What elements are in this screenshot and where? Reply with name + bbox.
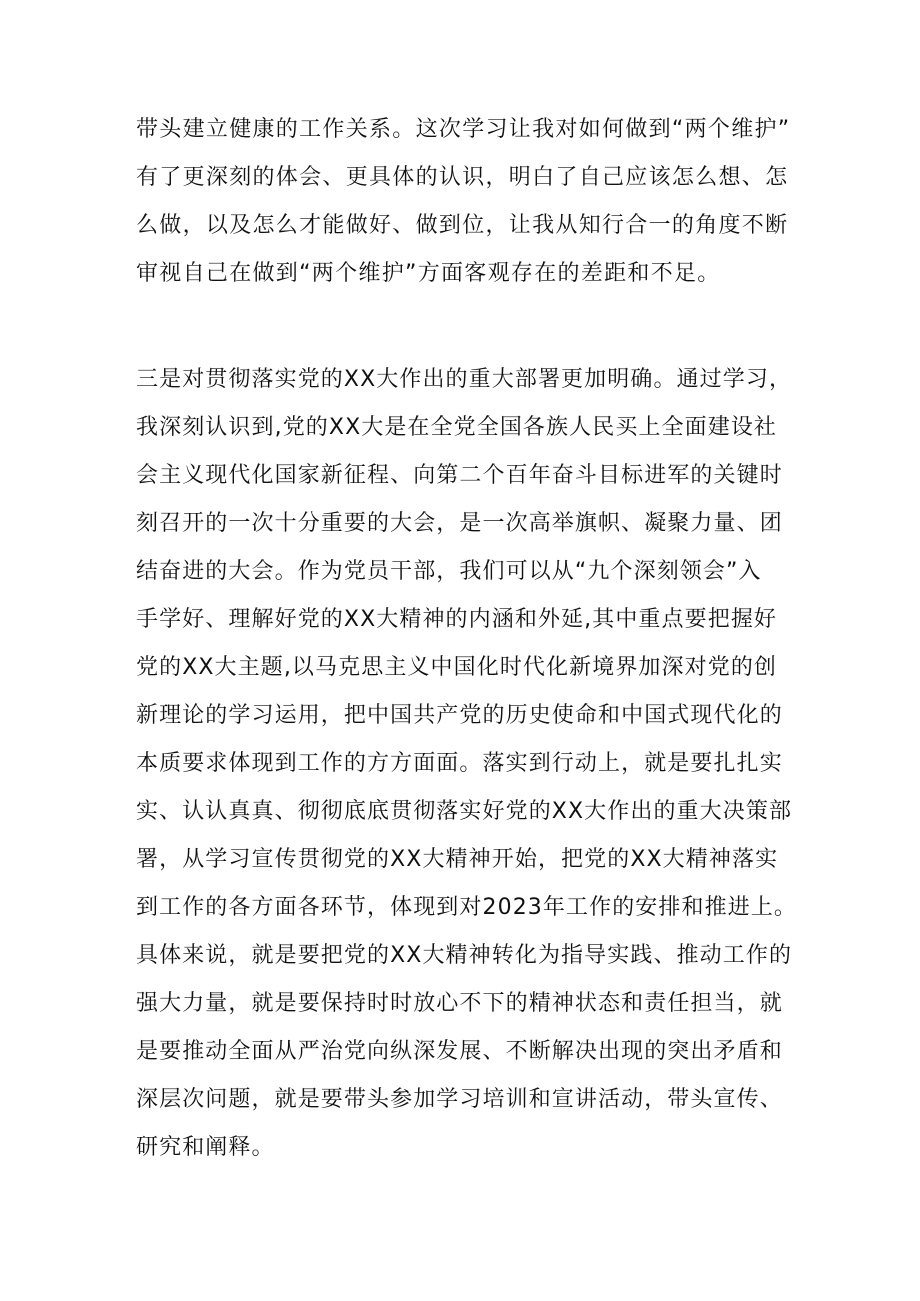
text-line: 署，从学习宣传贯彻党的XX大精神开始，把党的XX大精神落实 (136, 847, 779, 872)
text-line: 强大力量，就是要保持时时放心不下的精神状态和责任担当，就 (136, 991, 783, 1016)
text-line: 有了更深刻的体会、更具体的认识，明白了自己应该怎么想、怎 (136, 165, 789, 190)
text-line: 么做，以及怎么才能做好、做到位，让我从知行合一的角度不断 (136, 213, 789, 238)
text-line: 新理论的学习运用，把中国共产党的历史使命和中国式现代化的 (136, 703, 783, 728)
text-line: 三是对贯彻落实党的XX大作出的重大部署更加明确。通过学习， (136, 367, 793, 392)
text-line: 到工作的各方面各环节，体现到对2023年工作的安排和推进上。 (136, 895, 797, 920)
text-line: 实、认认真真、彻彻底底贯彻落实好党的XX大作出的重大决策部 (136, 799, 793, 824)
text-line: 带头建立健康的工作关系。这次学习让我对如何做到“两个维护” (136, 117, 791, 142)
text-line: 具体来说，就是要把党的XX大精神转化为指导实践、推动工作的 (136, 943, 793, 968)
text-line: 结奋进的大会。作为党员干部，我们可以从“九个深刻领会”入 (136, 559, 762, 584)
text-line: 我深刻认识到,党的XX大是在全党全国各族人民买上全面建设社 (136, 415, 778, 440)
text-line: 深层次问题，就是要带头参加学习培训和宣讲活动，带头宣传、 (136, 1087, 783, 1112)
paragraph-2 (136, 356, 796, 1172)
text-line: 党的XX大主题,以马克思主义中国化时代化新境界加深对党的创 (136, 655, 778, 680)
text-line: 是要推动全面从严治党向纵深发展、不断解决出现的突出矛盾和 (136, 1039, 783, 1064)
text-line: 本质要求体现到工作的方方面面。落实到行动上，就是要扎扎实 (136, 751, 783, 776)
paragraph-1 (136, 106, 796, 298)
text-line: 刻召开的一次十分重要的大会，是一次高举旗帜、凝聚力量、团 (136, 511, 783, 536)
text-line: 研究和阐释。 (136, 1135, 275, 1160)
text-line: 会主义现代化国家新征程、向第二个百年奋斗目标进军的关键时 (136, 463, 783, 488)
text-line: 审视自己在做到“两个维护”方面客观存在的差距和不足。 (136, 261, 721, 286)
text-line: 手学好、理解好党的XX大精神的内涵和外延,其中重点要把握好 (136, 607, 778, 632)
